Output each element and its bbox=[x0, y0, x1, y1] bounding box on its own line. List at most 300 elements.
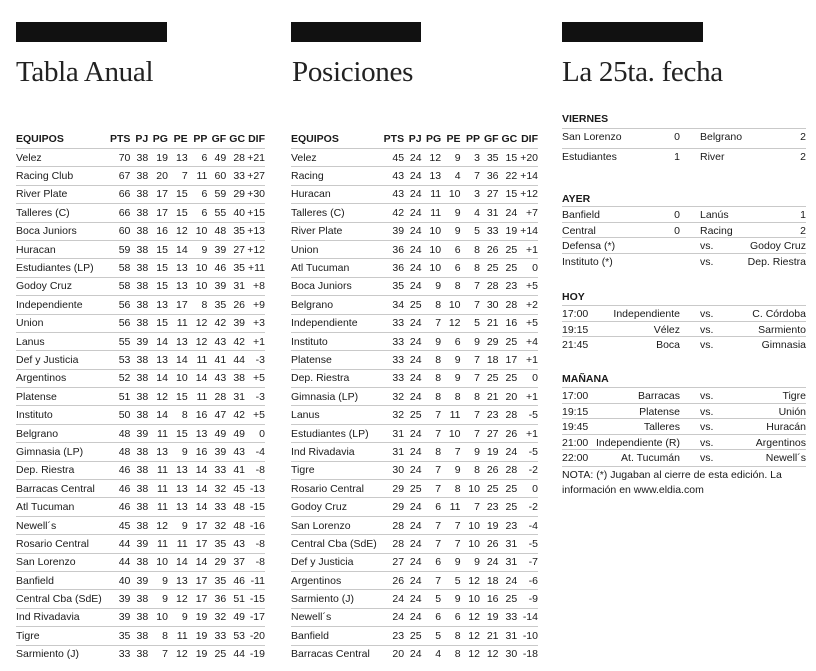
stat-cell: 32 bbox=[207, 608, 226, 626]
stat-cell: 17 bbox=[188, 535, 208, 553]
stat-cell: 24 bbox=[404, 424, 422, 442]
stat-cell: 47 bbox=[207, 406, 226, 424]
stat-cell: 13 bbox=[168, 571, 188, 589]
stat-cell: 29 bbox=[377, 480, 404, 498]
stat-cell: 13 bbox=[168, 480, 188, 498]
team-name: Talleres (C) bbox=[291, 204, 377, 222]
stat-cell: 58 bbox=[102, 259, 131, 277]
stat-cell: 30 bbox=[480, 296, 499, 314]
stat-cell: 56 bbox=[102, 314, 131, 332]
stat-cell: 48 bbox=[102, 424, 131, 442]
versus-label: vs. bbox=[700, 405, 714, 418]
stat-cell: 44 bbox=[226, 351, 245, 369]
stat-cell: 7 bbox=[422, 535, 442, 553]
home-team: Estudiantes bbox=[562, 151, 617, 163]
stat-cell: 12 bbox=[188, 332, 208, 350]
stat-cell: 24 bbox=[404, 240, 422, 258]
stat-cell: 25 bbox=[480, 480, 499, 498]
annual-col-header: PTS bbox=[109, 132, 131, 145]
table-row bbox=[291, 277, 538, 295]
stat-cell: 29 bbox=[480, 332, 499, 350]
team-name: Belgrano bbox=[16, 424, 102, 442]
team-name: Huracan bbox=[291, 185, 377, 203]
stat-cell: 13 bbox=[422, 167, 442, 185]
stat-cell: 11 bbox=[422, 204, 442, 222]
stat-cell: 3 bbox=[461, 185, 480, 203]
team-name: Ind Rivadavia bbox=[16, 608, 102, 626]
stat-cell: -5 bbox=[517, 443, 538, 461]
stat-cell: 59 bbox=[207, 185, 226, 203]
stat-cell: 6 bbox=[441, 608, 460, 626]
stat-cell: 32 bbox=[377, 388, 404, 406]
stat-cell: 14 bbox=[188, 498, 208, 516]
stat-cell: 24 bbox=[404, 277, 422, 295]
stat-cell: +5 bbox=[245, 369, 265, 387]
stat-cell: 37 bbox=[226, 553, 245, 571]
stat-cell: 24 bbox=[404, 571, 422, 589]
stat-cell: 9 bbox=[441, 461, 460, 479]
stat-cell: +12 bbox=[517, 185, 538, 203]
team-name: Tigre bbox=[16, 627, 102, 645]
stat-cell: 45 bbox=[377, 149, 404, 167]
section-bar-positions bbox=[291, 22, 421, 42]
positions-header-row bbox=[291, 129, 538, 149]
stat-cell: 16 bbox=[148, 222, 168, 240]
stat-cell: +21 bbox=[245, 149, 265, 167]
stat-cell: 9 bbox=[148, 571, 168, 589]
stat-cell: 45 bbox=[226, 480, 245, 498]
stat-cell: 8 bbox=[168, 406, 188, 424]
stat-cell: +1 bbox=[517, 424, 538, 442]
stat-cell: 6 bbox=[441, 240, 460, 258]
stat-cell: 19 bbox=[148, 149, 168, 167]
stat-cell: 24 bbox=[404, 645, 422, 663]
section-bar-annual bbox=[16, 22, 167, 42]
stat-cell: 25 bbox=[404, 406, 422, 424]
annual-col-header: EQUIPOS bbox=[16, 132, 64, 145]
stat-cell: 27 bbox=[480, 185, 499, 203]
stat-cell: 18 bbox=[480, 571, 499, 589]
stat-cell: -16 bbox=[245, 516, 265, 534]
stat-cell: 10 bbox=[422, 222, 442, 240]
positions-col-header: PJ bbox=[408, 132, 422, 145]
stat-cell: -13 bbox=[245, 480, 265, 498]
away-score: 2 bbox=[800, 131, 806, 143]
stat-cell: 8 bbox=[441, 277, 460, 295]
team-name: Central Cba (SdE) bbox=[16, 590, 102, 608]
away-team: Dep. Riestra bbox=[747, 255, 806, 268]
stat-cell: 42 bbox=[226, 406, 245, 424]
stat-cell: 67 bbox=[102, 167, 131, 185]
stat-cell: 7 bbox=[441, 443, 460, 461]
stat-cell: 38 bbox=[130, 185, 148, 203]
stat-cell: 55 bbox=[102, 332, 131, 350]
table-row bbox=[16, 553, 265, 571]
team-name: Argentinos bbox=[291, 571, 377, 589]
stat-cell: 29 bbox=[207, 553, 226, 571]
team-name: Atl Tucuman bbox=[16, 498, 102, 516]
stat-cell: -11 bbox=[245, 571, 265, 589]
team-name: Rosario Central bbox=[16, 535, 102, 553]
stat-cell: 16 bbox=[499, 314, 518, 332]
stat-cell: 24 bbox=[404, 314, 422, 332]
stat-cell: 13 bbox=[168, 498, 188, 516]
stat-cell: 13 bbox=[168, 332, 188, 350]
stat-cell: 9 bbox=[461, 553, 480, 571]
match-time: 22:00 bbox=[562, 452, 589, 464]
match-time: 21:45 bbox=[562, 339, 589, 351]
stat-cell: -19 bbox=[245, 645, 265, 663]
stat-cell: 12 bbox=[168, 645, 188, 663]
annual-col-header: PG bbox=[152, 132, 168, 145]
stat-cell: 14 bbox=[148, 332, 168, 350]
home-team: Banfield bbox=[562, 209, 600, 221]
versus-label: vs. bbox=[700, 421, 714, 433]
stat-cell: 21 bbox=[480, 314, 499, 332]
stat-cell: 49 bbox=[207, 149, 226, 167]
stat-cell: 36 bbox=[377, 259, 404, 277]
stat-cell: 9 bbox=[441, 222, 460, 240]
stat-cell: 60 bbox=[207, 167, 226, 185]
stat-cell: 20 bbox=[148, 167, 168, 185]
home-team: Barracas bbox=[637, 390, 680, 402]
stat-cell: 9 bbox=[422, 277, 442, 295]
stat-cell: 6 bbox=[441, 332, 460, 350]
stat-cell: 8 bbox=[422, 388, 442, 406]
team-name: Dep. Riestra bbox=[291, 369, 377, 387]
stat-cell: 28 bbox=[226, 149, 245, 167]
stat-cell: 56 bbox=[102, 296, 131, 314]
home-score: 0 bbox=[674, 209, 680, 221]
stat-cell: 35 bbox=[226, 259, 245, 277]
home-score: 0 bbox=[674, 131, 680, 143]
stat-cell: 21 bbox=[480, 627, 499, 645]
stat-cell: 8 bbox=[441, 645, 460, 663]
stat-cell: 28 bbox=[480, 277, 499, 295]
stat-cell: 10 bbox=[148, 608, 168, 626]
table-row bbox=[16, 314, 265, 332]
stat-cell: 51 bbox=[226, 590, 245, 608]
stat-cell: 14 bbox=[168, 240, 188, 258]
stat-cell: 5 bbox=[461, 222, 480, 240]
stat-cell: 9 bbox=[441, 351, 460, 369]
stat-cell: 25 bbox=[499, 369, 518, 387]
stat-cell: 24 bbox=[404, 185, 422, 203]
stat-cell: -8 bbox=[245, 461, 265, 479]
table-row bbox=[291, 296, 538, 314]
team-name: Instituto bbox=[291, 332, 377, 350]
stat-cell: 5 bbox=[422, 590, 442, 608]
stat-cell: 20 bbox=[377, 645, 404, 663]
stat-cell: 11 bbox=[441, 498, 460, 516]
stat-cell: 35 bbox=[207, 535, 226, 553]
stat-cell: 6 bbox=[441, 259, 460, 277]
stat-cell: 38 bbox=[130, 388, 148, 406]
home-score: 1 bbox=[674, 151, 680, 163]
stat-cell: 39 bbox=[130, 571, 148, 589]
stat-cell: 34 bbox=[377, 296, 404, 314]
stat-cell: 15 bbox=[148, 240, 168, 258]
away-team: Tigre bbox=[782, 390, 806, 402]
stat-cell: 50 bbox=[102, 406, 131, 424]
stat-cell: 24 bbox=[404, 590, 422, 608]
stat-cell: 5 bbox=[422, 627, 442, 645]
match-time: 19:15 bbox=[562, 323, 589, 336]
stat-cell: 26 bbox=[480, 240, 499, 258]
stat-cell: 23 bbox=[499, 516, 518, 534]
stat-cell: 6 bbox=[188, 204, 208, 222]
stat-cell: 38 bbox=[130, 277, 148, 295]
stat-cell: 28 bbox=[499, 461, 518, 479]
stat-cell: 33 bbox=[377, 369, 404, 387]
away-team: Godoy Cruz bbox=[749, 240, 806, 252]
stat-cell: 10 bbox=[461, 480, 480, 498]
stat-cell: 24 bbox=[404, 608, 422, 626]
versus-label: vs. bbox=[700, 323, 714, 336]
stat-cell: 7 bbox=[461, 351, 480, 369]
fixture-row bbox=[562, 418, 806, 435]
positions-col-header: PP bbox=[465, 132, 480, 145]
team-name: Boca Juniors bbox=[16, 222, 102, 240]
stat-cell: 9 bbox=[461, 443, 480, 461]
stat-cell: +14 bbox=[517, 167, 538, 185]
stat-cell: 38 bbox=[130, 369, 148, 387]
stat-cell: -3 bbox=[245, 388, 265, 406]
stat-cell: 7 bbox=[422, 461, 442, 479]
stat-cell: 11 bbox=[168, 627, 188, 645]
fixture-row bbox=[562, 449, 806, 466]
stat-cell: 24 bbox=[404, 369, 422, 387]
annual-col-header: DIF bbox=[248, 132, 265, 145]
stat-cell: 4 bbox=[461, 204, 480, 222]
stat-cell: 17 bbox=[188, 571, 208, 589]
home-score: 0 bbox=[674, 224, 680, 237]
stat-cell: 53 bbox=[226, 627, 245, 645]
stat-cell: 4 bbox=[422, 645, 442, 663]
stat-cell: 8 bbox=[461, 259, 480, 277]
stat-cell: 24 bbox=[404, 167, 422, 185]
match-time: 19:45 bbox=[562, 421, 589, 433]
stat-cell: 33 bbox=[207, 498, 226, 516]
team-name: Huracan bbox=[16, 240, 102, 258]
stat-cell: 11 bbox=[148, 535, 168, 553]
stat-cell: 23 bbox=[499, 277, 518, 295]
home-team: Independiente bbox=[613, 308, 680, 320]
stat-cell: 10 bbox=[168, 369, 188, 387]
stat-cell: 11 bbox=[441, 406, 460, 424]
stat-cell: 39 bbox=[207, 240, 226, 258]
team-name: Tigre bbox=[291, 461, 377, 479]
team-name: Lanus bbox=[16, 332, 102, 350]
stat-cell: 24 bbox=[404, 553, 422, 571]
stat-cell: 49 bbox=[226, 608, 245, 626]
stat-cell: 36 bbox=[480, 167, 499, 185]
versus-label: vs. bbox=[700, 240, 714, 252]
stat-cell: 14 bbox=[168, 351, 188, 369]
stat-cell: 25 bbox=[404, 627, 422, 645]
stat-cell: 39 bbox=[102, 590, 131, 608]
stat-cell: 7 bbox=[461, 424, 480, 442]
stat-cell: 10 bbox=[441, 424, 460, 442]
stat-cell: 38 bbox=[130, 240, 148, 258]
stat-cell: 12 bbox=[188, 314, 208, 332]
stat-cell: 14 bbox=[188, 369, 208, 387]
stat-cell: 31 bbox=[499, 553, 518, 571]
stat-cell: 23 bbox=[480, 498, 499, 516]
team-name: Boca Juniors bbox=[291, 277, 377, 295]
stat-cell: 7 bbox=[461, 498, 480, 516]
stat-cell: 33 bbox=[207, 627, 226, 645]
stat-cell: 8 bbox=[422, 351, 442, 369]
stat-cell: 11 bbox=[188, 167, 208, 185]
stat-cell: -3 bbox=[245, 351, 265, 369]
stat-cell: 8 bbox=[188, 296, 208, 314]
stat-cell: 8 bbox=[422, 443, 442, 461]
stat-cell: 38 bbox=[130, 516, 148, 534]
stat-cell: 70 bbox=[102, 149, 131, 167]
stat-cell: 42 bbox=[377, 204, 404, 222]
home-team: San Lorenzo bbox=[562, 131, 622, 143]
team-name: Central Cba (SdE) bbox=[291, 535, 377, 553]
versus-label: vs. bbox=[700, 255, 714, 268]
table-row bbox=[291, 645, 538, 663]
stat-cell: 16 bbox=[480, 590, 499, 608]
stat-cell: 8 bbox=[461, 461, 480, 479]
team-name: Racing Club bbox=[16, 167, 102, 185]
stat-cell: 7 bbox=[461, 296, 480, 314]
table-row bbox=[16, 516, 265, 534]
stat-cell: 15 bbox=[168, 204, 188, 222]
team-name: Belgrano bbox=[291, 296, 377, 314]
stat-cell: 8 bbox=[422, 296, 442, 314]
stat-cell: +12 bbox=[245, 240, 265, 258]
stat-cell: 11 bbox=[188, 388, 208, 406]
team-name: Newell´s bbox=[16, 516, 102, 534]
versus-label: vs. bbox=[700, 339, 714, 351]
home-team: Talleres bbox=[643, 421, 680, 433]
stat-cell: 12 bbox=[441, 314, 460, 332]
stat-cell: +1 bbox=[517, 351, 538, 369]
stat-cell: 33 bbox=[377, 332, 404, 350]
stat-cell: 49 bbox=[226, 424, 245, 442]
stat-cell: 40 bbox=[102, 571, 131, 589]
stat-cell: 35 bbox=[207, 571, 226, 589]
fixture-row bbox=[562, 403, 806, 420]
stat-cell: 8 bbox=[461, 240, 480, 258]
stat-cell: 12 bbox=[461, 645, 480, 663]
stat-cell: 38 bbox=[130, 149, 148, 167]
stat-cell: 25 bbox=[207, 645, 226, 663]
stat-cell: 26 bbox=[480, 535, 499, 553]
team-name: River Plate bbox=[16, 185, 102, 203]
stat-cell: 32 bbox=[207, 480, 226, 498]
team-name: Sarmiento (J) bbox=[291, 590, 377, 608]
viernes-heading: VIERNES bbox=[562, 113, 609, 125]
table-row bbox=[291, 351, 538, 369]
away-team: Newell´s bbox=[765, 452, 806, 464]
stat-cell: 7 bbox=[461, 277, 480, 295]
stat-cell: 58 bbox=[102, 277, 131, 295]
positions-title: Posiciones bbox=[292, 56, 414, 88]
stat-cell: 7 bbox=[148, 645, 168, 663]
stat-cell: 25 bbox=[404, 296, 422, 314]
match-time: 17:00 bbox=[562, 308, 589, 320]
stat-cell: 25 bbox=[480, 259, 499, 277]
stat-cell: 7 bbox=[422, 406, 442, 424]
stat-cell: 28 bbox=[499, 296, 518, 314]
positions-col-header: GC bbox=[501, 132, 518, 145]
stat-cell: 24 bbox=[404, 516, 422, 534]
stat-cell: +8 bbox=[245, 277, 265, 295]
team-name: Def y Justicia bbox=[16, 351, 102, 369]
stat-cell: -14 bbox=[517, 608, 538, 626]
team-name: San Lorenzo bbox=[291, 516, 377, 534]
stat-cell: 11 bbox=[148, 424, 168, 442]
stat-cell: +14 bbox=[517, 222, 538, 240]
stat-cell: 38 bbox=[130, 259, 148, 277]
stat-cell: 9 bbox=[168, 443, 188, 461]
stat-cell: 14 bbox=[188, 480, 208, 498]
stat-cell: 28 bbox=[207, 388, 226, 406]
table-row bbox=[291, 498, 538, 516]
away-score: 2 bbox=[800, 224, 806, 237]
stat-cell: 38 bbox=[130, 627, 148, 645]
stat-cell: 66 bbox=[102, 204, 131, 222]
stat-cell: 10 bbox=[461, 535, 480, 553]
team-name: Rosario Central bbox=[291, 480, 377, 498]
away-team: River bbox=[700, 151, 725, 163]
stat-cell: +3 bbox=[245, 314, 265, 332]
stat-cell: 17 bbox=[188, 516, 208, 534]
stat-cell: +27 bbox=[245, 167, 265, 185]
table-row bbox=[16, 590, 265, 608]
stat-cell: 7 bbox=[422, 424, 442, 442]
stat-cell: 26 bbox=[377, 571, 404, 589]
stat-cell: 19 bbox=[480, 443, 499, 461]
stat-cell: 38 bbox=[130, 608, 148, 626]
annual-col-header: PJ bbox=[135, 132, 149, 145]
stat-cell: 12 bbox=[148, 516, 168, 534]
stat-cell: 38 bbox=[130, 443, 148, 461]
table-row bbox=[16, 424, 265, 442]
stat-cell: 12 bbox=[461, 571, 480, 589]
stat-cell: 25 bbox=[404, 480, 422, 498]
stat-cell: 13 bbox=[148, 443, 168, 461]
stat-cell: 51 bbox=[102, 388, 131, 406]
stat-cell: 24 bbox=[404, 332, 422, 350]
home-team: Boca bbox=[656, 339, 680, 351]
stat-cell: 9 bbox=[441, 204, 460, 222]
stat-cell: 27 bbox=[377, 553, 404, 571]
away-team: Belgrano bbox=[700, 131, 743, 143]
fixture-row bbox=[562, 387, 806, 404]
stat-cell: -2 bbox=[517, 498, 538, 516]
fixture-title: La 25ta. fecha bbox=[562, 56, 723, 88]
table-row bbox=[16, 222, 265, 240]
stat-cell: +1 bbox=[245, 332, 265, 350]
away-team: Gimnasia bbox=[761, 339, 806, 351]
fixture-row bbox=[562, 128, 806, 145]
team-name: Racing bbox=[291, 167, 377, 185]
team-name: Independiente bbox=[16, 296, 102, 314]
table-row bbox=[16, 461, 265, 479]
annual-standings-table bbox=[16, 129, 265, 663]
stat-cell: 8 bbox=[441, 480, 460, 498]
versus-label: vs. bbox=[700, 308, 714, 320]
team-name: Estudiantes (LP) bbox=[291, 424, 377, 442]
stat-cell: 31 bbox=[480, 204, 499, 222]
stat-cell: 35 bbox=[207, 296, 226, 314]
